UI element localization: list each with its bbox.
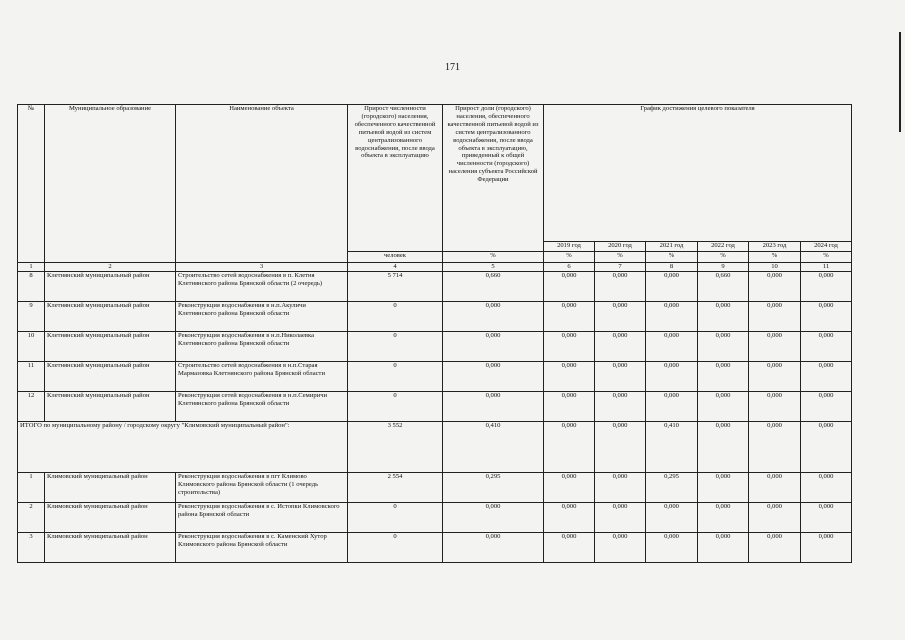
row-year-value: 0,000: [646, 533, 698, 563]
header-num: №: [18, 105, 45, 263]
row-year-value: 0,000: [801, 302, 852, 332]
row-number: 2: [18, 503, 45, 533]
total-label: ИТОГО по муниципальному району / городскому округу "Климовский муниципальный район":: [18, 422, 348, 473]
header-growth-share: Прирост доли (городского) населения, обеспеченного качественной питьевой водой из систем централизованного водоснабжения, после ввода объекта в эксплуатацию, приведенный к общей численности (городского) населения субъекта Российской Федерации: [443, 105, 544, 252]
total-year-value: 0,000: [749, 422, 801, 473]
row-share: 0,000: [443, 362, 544, 392]
row-year-value: 0,000: [595, 302, 646, 332]
row-population: 2 554: [348, 473, 443, 503]
row-object: Реконструкция водоснабжения в пгт Климово Климовского района Брянской области (1 очередь строительства): [176, 473, 348, 503]
margin-mark: [899, 32, 901, 132]
row-municipality: Клетнянский муниципальный район: [45, 392, 176, 422]
unit-people: человек: [348, 252, 443, 263]
row-number: 10: [18, 332, 45, 362]
row-year-value: 0,000: [646, 392, 698, 422]
row-population: 0: [348, 302, 443, 332]
row-year-value: 0,000: [749, 533, 801, 563]
unit-percent: %: [698, 252, 749, 263]
row-year-value: 0,000: [544, 362, 595, 392]
total-year-value: 0,000: [698, 422, 749, 473]
row-year-value: 0,000: [595, 332, 646, 362]
row-year-value: 0,000: [801, 392, 852, 422]
row-municipality: Климовский муниципальный район: [45, 473, 176, 503]
row-year-value: 0,000: [698, 503, 749, 533]
row-year-value: 0,000: [698, 473, 749, 503]
row-population: 5 714: [348, 272, 443, 302]
row-year-value: 0,000: [646, 272, 698, 302]
row-number: 1: [18, 473, 45, 503]
row-population: 0: [348, 392, 443, 422]
col-index: 1: [18, 263, 45, 272]
row-year-value: 0,000: [749, 272, 801, 302]
row-year-value: 0,295: [646, 473, 698, 503]
table-row: [18, 503, 852, 533]
row-year-value: 0,000: [646, 332, 698, 362]
row-municipality: Климовский муниципальный район: [45, 533, 176, 563]
row-object: Реконструкция водоснабжения в с. Истопки Климовского района Брянской области: [176, 503, 348, 533]
row-year-value: 0,000: [801, 332, 852, 362]
total-year-value: 0,000: [544, 422, 595, 473]
row-share: 0,000: [443, 503, 544, 533]
row-year-value: 0,000: [698, 392, 749, 422]
row-year-value: 0,000: [698, 533, 749, 563]
total-year-value: 0,000: [595, 422, 646, 473]
col-index: 5: [443, 263, 544, 272]
row-municipality: Клетнянский муниципальный район: [45, 332, 176, 362]
unit-percent: %: [801, 252, 852, 263]
row-year-value: 0,000: [544, 533, 595, 563]
row-object: Реконструкция водоснабжения в н.п.Акуличи Клетнянского района Брянской области: [176, 302, 348, 332]
col-index: 9: [698, 263, 749, 272]
row-share: 0,000: [443, 392, 544, 422]
row-object: Строительство сетей водоснабжения в н.п.Старая Мармазовка Клетнянского района Брянской области: [176, 362, 348, 392]
unit-percent: %: [749, 252, 801, 263]
table-row: [18, 362, 852, 392]
header-municipality: Муниципальное образование: [45, 105, 176, 263]
table-row: [18, 392, 852, 422]
row-year-value: 0,000: [698, 362, 749, 392]
year-header: 2020 год: [595, 242, 646, 252]
column-index-row: [18, 263, 852, 272]
total-population: 3 552: [348, 422, 443, 473]
row-year-value: 0,000: [595, 473, 646, 503]
row-number: 8: [18, 272, 45, 302]
table-row: [18, 533, 852, 563]
row-year-value: 0,000: [698, 332, 749, 362]
unit-percent: %: [443, 252, 544, 263]
target-indicator-table: [17, 104, 852, 563]
row-number: 12: [18, 392, 45, 422]
row-number: 9: [18, 302, 45, 332]
unit-percent: %: [595, 252, 646, 263]
year-header: 2021 год: [646, 242, 698, 252]
header-object: Наименование объекта: [176, 105, 348, 263]
row-share: 0,000: [443, 332, 544, 362]
row-municipality: Климовский муниципальный район: [45, 503, 176, 533]
row-population: 0: [348, 362, 443, 392]
col-index: 4: [348, 263, 443, 272]
row-object: Реконструкция водоснабжения в н.п.Николаевка Клетнянского района Брянской области: [176, 332, 348, 362]
row-municipality: Клетнянский муниципальный район: [45, 302, 176, 332]
table-row: [18, 272, 852, 302]
row-year-value: 0,000: [749, 473, 801, 503]
unit-percent: %: [544, 252, 595, 263]
row-share: 0,660: [443, 272, 544, 302]
row-year-value: 0,000: [544, 473, 595, 503]
year-header: 2023 год: [749, 242, 801, 252]
total-year-value: 0,410: [646, 422, 698, 473]
row-year-value: 0,000: [749, 332, 801, 362]
row-year-value: 0,000: [749, 302, 801, 332]
table-row: [18, 302, 852, 332]
col-index: 8: [646, 263, 698, 272]
row-year-value: 0,000: [698, 302, 749, 332]
row-object: Реконструкция сетей водоснабжения в н.п.Семиричи Клетнянского района Брянской области: [176, 392, 348, 422]
row-population: 0: [348, 533, 443, 563]
table-row: [18, 473, 852, 503]
total-row: [18, 422, 852, 473]
row-year-value: 0,000: [544, 272, 595, 302]
row-year-value: 0,000: [646, 362, 698, 392]
row-year-value: 0,000: [801, 362, 852, 392]
row-number: 11: [18, 362, 45, 392]
col-index: 3: [176, 263, 348, 272]
table-row: [18, 332, 852, 362]
year-header: 2019 год: [544, 242, 595, 252]
row-year-value: 0,000: [544, 503, 595, 533]
header-growth-population: Прирост численности (городского) населения, обеспеченного качественной питьевой водой из систем централизованного водоснабжения, после ввода объекта в эксплуатацию: [348, 105, 443, 252]
row-municipality: Клетнянский муниципальный район: [45, 272, 176, 302]
row-population: 0: [348, 503, 443, 533]
row-year-value: 0,000: [595, 362, 646, 392]
year-header: 2024 год: [801, 242, 852, 252]
row-object: Реконструкция водоснабжения в с. Каменский Хутор Климовского района Брянской области: [176, 533, 348, 563]
row-year-value: 0,000: [801, 503, 852, 533]
row-share: 0,000: [443, 302, 544, 332]
row-object: Строительство сетей водоснабжения в п. Клетня Клетнянского района Брянской области (2 очередь): [176, 272, 348, 302]
row-year-value: 0,000: [801, 473, 852, 503]
row-year-value: 0,000: [646, 503, 698, 533]
row-year-value: 0,000: [801, 272, 852, 302]
table-body: [18, 272, 852, 563]
header-schedule: График достижения целевого показателя: [544, 105, 852, 242]
row-year-value: 0,000: [749, 392, 801, 422]
year-header: 2022 год: [698, 242, 749, 252]
row-year-value: 0,000: [749, 503, 801, 533]
row-year-value: 0,660: [698, 272, 749, 302]
row-year-value: 0,000: [544, 332, 595, 362]
header-row: [18, 105, 852, 242]
col-index: 7: [595, 263, 646, 272]
unit-percent: %: [646, 252, 698, 263]
row-year-value: 0,000: [595, 503, 646, 533]
page-number: 171: [445, 62, 460, 73]
row-year-value: 0,000: [595, 392, 646, 422]
total-share: 0,410: [443, 422, 544, 473]
col-index: 10: [749, 263, 801, 272]
row-share: 0,000: [443, 533, 544, 563]
row-year-value: 0,000: [801, 533, 852, 563]
row-municipality: Клетнянский муниципальный район: [45, 362, 176, 392]
row-year-value: 0,000: [595, 533, 646, 563]
row-population: 0: [348, 332, 443, 362]
row-year-value: 0,000: [544, 302, 595, 332]
col-index: 11: [801, 263, 852, 272]
col-index: 6: [544, 263, 595, 272]
row-share: 0,295: [443, 473, 544, 503]
row-year-value: 0,000: [749, 362, 801, 392]
col-index: 2: [45, 263, 176, 272]
row-number: 3: [18, 533, 45, 563]
total-year-value: 0,000: [801, 422, 852, 473]
row-year-value: 0,000: [595, 272, 646, 302]
row-year-value: 0,000: [544, 392, 595, 422]
row-year-value: 0,000: [646, 302, 698, 332]
